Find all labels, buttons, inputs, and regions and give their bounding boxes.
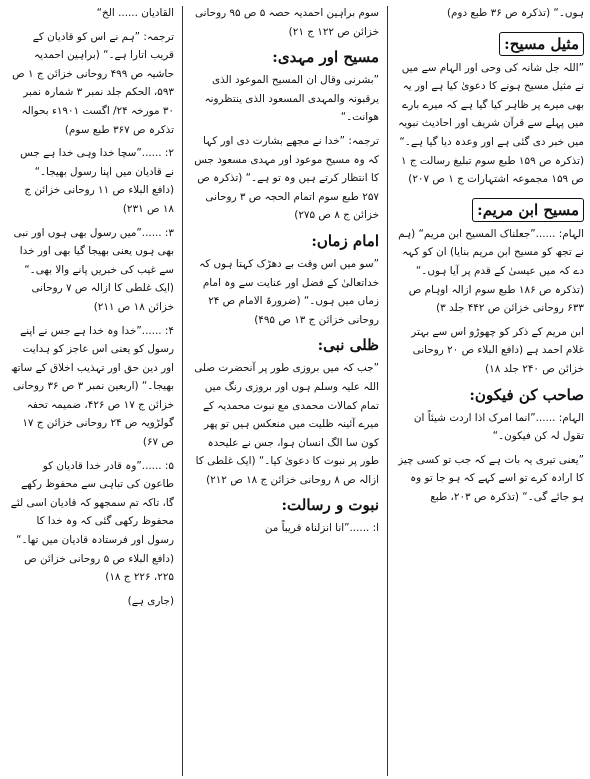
paragraph: ابن مریم کے ذکر کو چھوڑو اس سے بہتر غلام احمد ہے (دافع البلاء ص ۲۰ روحانی خزائن ص ۲۴۰ جلد ۱۸) bbox=[411, 325, 584, 375]
section-heading: نبوت و رسالت: bbox=[281, 496, 379, 515]
heading-row bbox=[396, 194, 584, 225]
paragraph: ترجمہ: ”خدا نے مجھے بشارت دی اور کہا کہ وہ مسیح موعود اور مہدی مسعود جس کا انتظار کرتے ہیں وہ تو ہے۔“ (تذکرہ ص ۲۵۷ طبع سوم اتمام الحجہ ص ۳ روحانی خزائن ج ۸ ص ۲۷۵) bbox=[194, 134, 379, 222]
left-column bbox=[10, 4, 182, 779]
section-heading: مسیح اور مہدی: bbox=[272, 48, 379, 67]
heading-row bbox=[191, 334, 379, 356]
paragraph: ترجمہ: ”ہم نے اس کو قادیان کے قریب اتارا ہے۔“ (براہین احمدیہ حاشیہ ص ۴۹۹ روحانی خزائن ج ۱ ص ۵۹۳، الحکم جلد نمبر ۳ شمارہ نمبر ۳۰ مورخہ ۲۴/ اگست ۱۹۰۱ء بحوالہ تذکرہ ص ۳۶۷ طبع سوم) bbox=[12, 30, 174, 136]
paragraph: ”یعنی تیری یہ بات ہے کہ جب تو کسی چیز کا ارادہ کرے تو اسے کہے کہ ہو جا تو وہ ہو جائے گی۔“ (تذکرہ ص ۲۰۳، طبع bbox=[398, 453, 584, 503]
paragraph: ہوں۔“ (تذکرہ ص ۳۶ طبع دوم) bbox=[446, 7, 584, 19]
paragraph: ”بشرنی وقال ان المسیح الموعود الذی یرقبونہ والمہدی المسعود الذی ینتظرونہ ھوانت۔“ bbox=[204, 74, 379, 124]
section-heading: ظلی نبی: bbox=[317, 336, 379, 355]
heading-row bbox=[191, 230, 379, 252]
paragraph: ”اللہ جل شانہ کی وحی اور الہام سے میں نے مثیل مسیح ہونے کا دعویٰ کیا ہے اور یہ بھی میرے پر ظاہر کیا گیا ہے کہ میرے بارے میں پہلے سے قرآن شریف اور احادیث نبویہ میں خبر دی گئی ہے اور وعدہ دیا گیا ہے۔“ (تذکرہ ص ۱۵۹ طبع سوم تبلیغ رسالت ج ۱ ص ۱۵۹ مجموعہ اشتہارات ج ۱ ص ۲۰۷) bbox=[398, 61, 584, 186]
heading-row bbox=[191, 494, 379, 516]
paragraph: القادیان ...... الخ“ bbox=[96, 7, 174, 19]
paragraph: الہام: ......”جعلناک المسیح ابن مریم“ (ہم نے تجھ کو مسیح ابن مریم بنایا) ان کو کہہ دے کہ میں عیسیٰ کے قدم پر آیا ہوں۔“ (تذکرہ ص ۱۸۶ طبع سوم ازالہ اوہام ص ۶۳۳ روحانی خزائن ص ۴۴۲ جلد ۳) bbox=[398, 227, 584, 315]
paragraph: سوم براہین احمدیہ حصہ ۵ ص ۹۵ روحانی خزائن ص ۱۲۲ ج ۲۱) bbox=[194, 7, 379, 38]
section-heading: مسیح ابن مریم: bbox=[472, 198, 584, 222]
section-heading: صاحب کن فیکون: bbox=[469, 385, 584, 404]
paragraph: ۵: ......”وہ قادر خدا قادیان کو طاعون کی تباہی سے محفوظ رکھے گا، تاکہ تم سمجھو کہ قادیان اسی لئے محفوظ رکھی گئی کہ وہ خدا کا رسول اور فرستادہ قادیان میں تھا۔“ (دافع البلاء ص ۵ روحانی خزائن ص ۲۲۵، ۲۲۶ ج ۱۸) bbox=[10, 459, 174, 584]
paragraph: (جاری ہے) bbox=[127, 594, 174, 607]
paragraph: ”جب کہ میں بروزی طور پر آنحضرت صلی اللہ علیہ وسلم ہوں اور بروزی رنگ میں تمام کمالات محمدی مع نبوت محمدیہ کے میرے آئینہ ظلیت میں منعکس ہیں تو پھر کون سا الگ انسان ہوا، جس نے علیحدہ طور پر نبوت کا دعویٰ کیا۔“ (ایک غلطی کا ازالہ ص ۸ روحانی خزائن ج ۱۸ ص ۲۱۲) bbox=[194, 362, 379, 486]
heading-row bbox=[396, 28, 584, 59]
paragraph: ”سو میں اس وقت بے دھڑک کہتا ہوں کہ خداتعالیٰ کے فضل اور عنایت سے وہ امام زماں میں ہوں۔“ (ضرورۃ الامام ص ۲۴ روحانی خزائن ج ۱۳ ص ۴۹۵) bbox=[199, 257, 379, 326]
section-heading: مثیل مسیح: bbox=[499, 32, 584, 56]
middle-column bbox=[183, 4, 387, 779]
paragraph: ۳: ......”میں رسول بھی ہوں اور نبی بھی ہوں یعنی بھیجا گیا بھی اور خدا سے غیب کی خبریں پانے والا بھی۔“ (ایک غلطی کا ازالہ ص ۷ روحانی خزائن ۱۸ ص ۲۱۱) bbox=[13, 226, 174, 313]
paragraph: الہام: ......”انما امرک اذا اردت شیئاً ان تقول لہ کن فیکون۔“ bbox=[413, 411, 584, 443]
paragraph: ۲: ......”سچا خدا وہی خدا ہے جس نے قادیان میں اپنا رسول بھیجا۔“ (دافع البلاء ص ۱۱ روحانی خزائن ج ۱۸ ص ۲۳۱) bbox=[20, 147, 174, 215]
heading-row bbox=[396, 384, 584, 406]
paragraph: ۴: ......”خدا وہ خدا ہے جس نے اپنے رسول کو یعنی اس عاجز کو ہدایت اور دین حق اور تہذیب اخلاق کے ساتھ بھیجا۔“ (اربعین نمبر ۳ ص ۳۶ روحانی خزائن ج ۱۷ ص ۴۲۶، ضمیمہ تحفہ گولڑویہ ص ۲۴ روحانی خزائن ج ۱۷ ص ۶۷) bbox=[11, 324, 174, 449]
section-heading: امام زماں: bbox=[311, 231, 379, 250]
heading-row bbox=[191, 46, 379, 68]
right-column bbox=[388, 4, 584, 779]
paragraph: ا: ......”انا انزلناہ قریباً من bbox=[264, 522, 379, 535]
